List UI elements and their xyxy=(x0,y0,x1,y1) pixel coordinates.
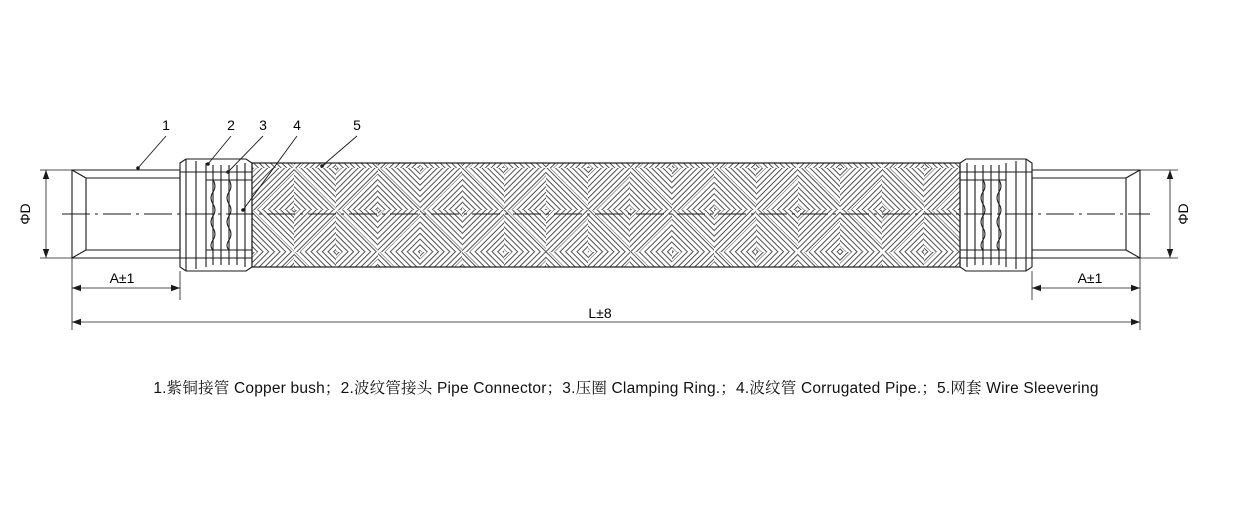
part-pipe-connector-left xyxy=(180,159,252,271)
dimension-label-a-left: A±1 xyxy=(109,270,135,286)
dimension-label-diameter-left: ΦD xyxy=(17,203,33,225)
callout-label-2: 2 xyxy=(227,117,235,133)
callout-label-4: 4 xyxy=(293,117,301,133)
callout-label-5: 5 xyxy=(353,117,361,133)
dimension-label-a-right: A±1 xyxy=(1077,270,1103,286)
dimension-label-length-overall: L±8 xyxy=(588,305,612,321)
part-wire-sleeve xyxy=(252,163,960,267)
callout-label-3: 3 xyxy=(259,117,267,133)
callout-label-1: 1 xyxy=(162,117,170,133)
dimension-label-diameter-right: ΦD xyxy=(1175,203,1191,225)
parts-legend: 1.紫铜接管 Copper bush；2.波纹管接头 Pipe Connector；3.压圈 Clamping Ring.；4.波纹管 Corrugated Pipe.；5.网套 Wire Sleevering xyxy=(153,380,1099,397)
part-pipe-connector-right xyxy=(960,159,1032,271)
